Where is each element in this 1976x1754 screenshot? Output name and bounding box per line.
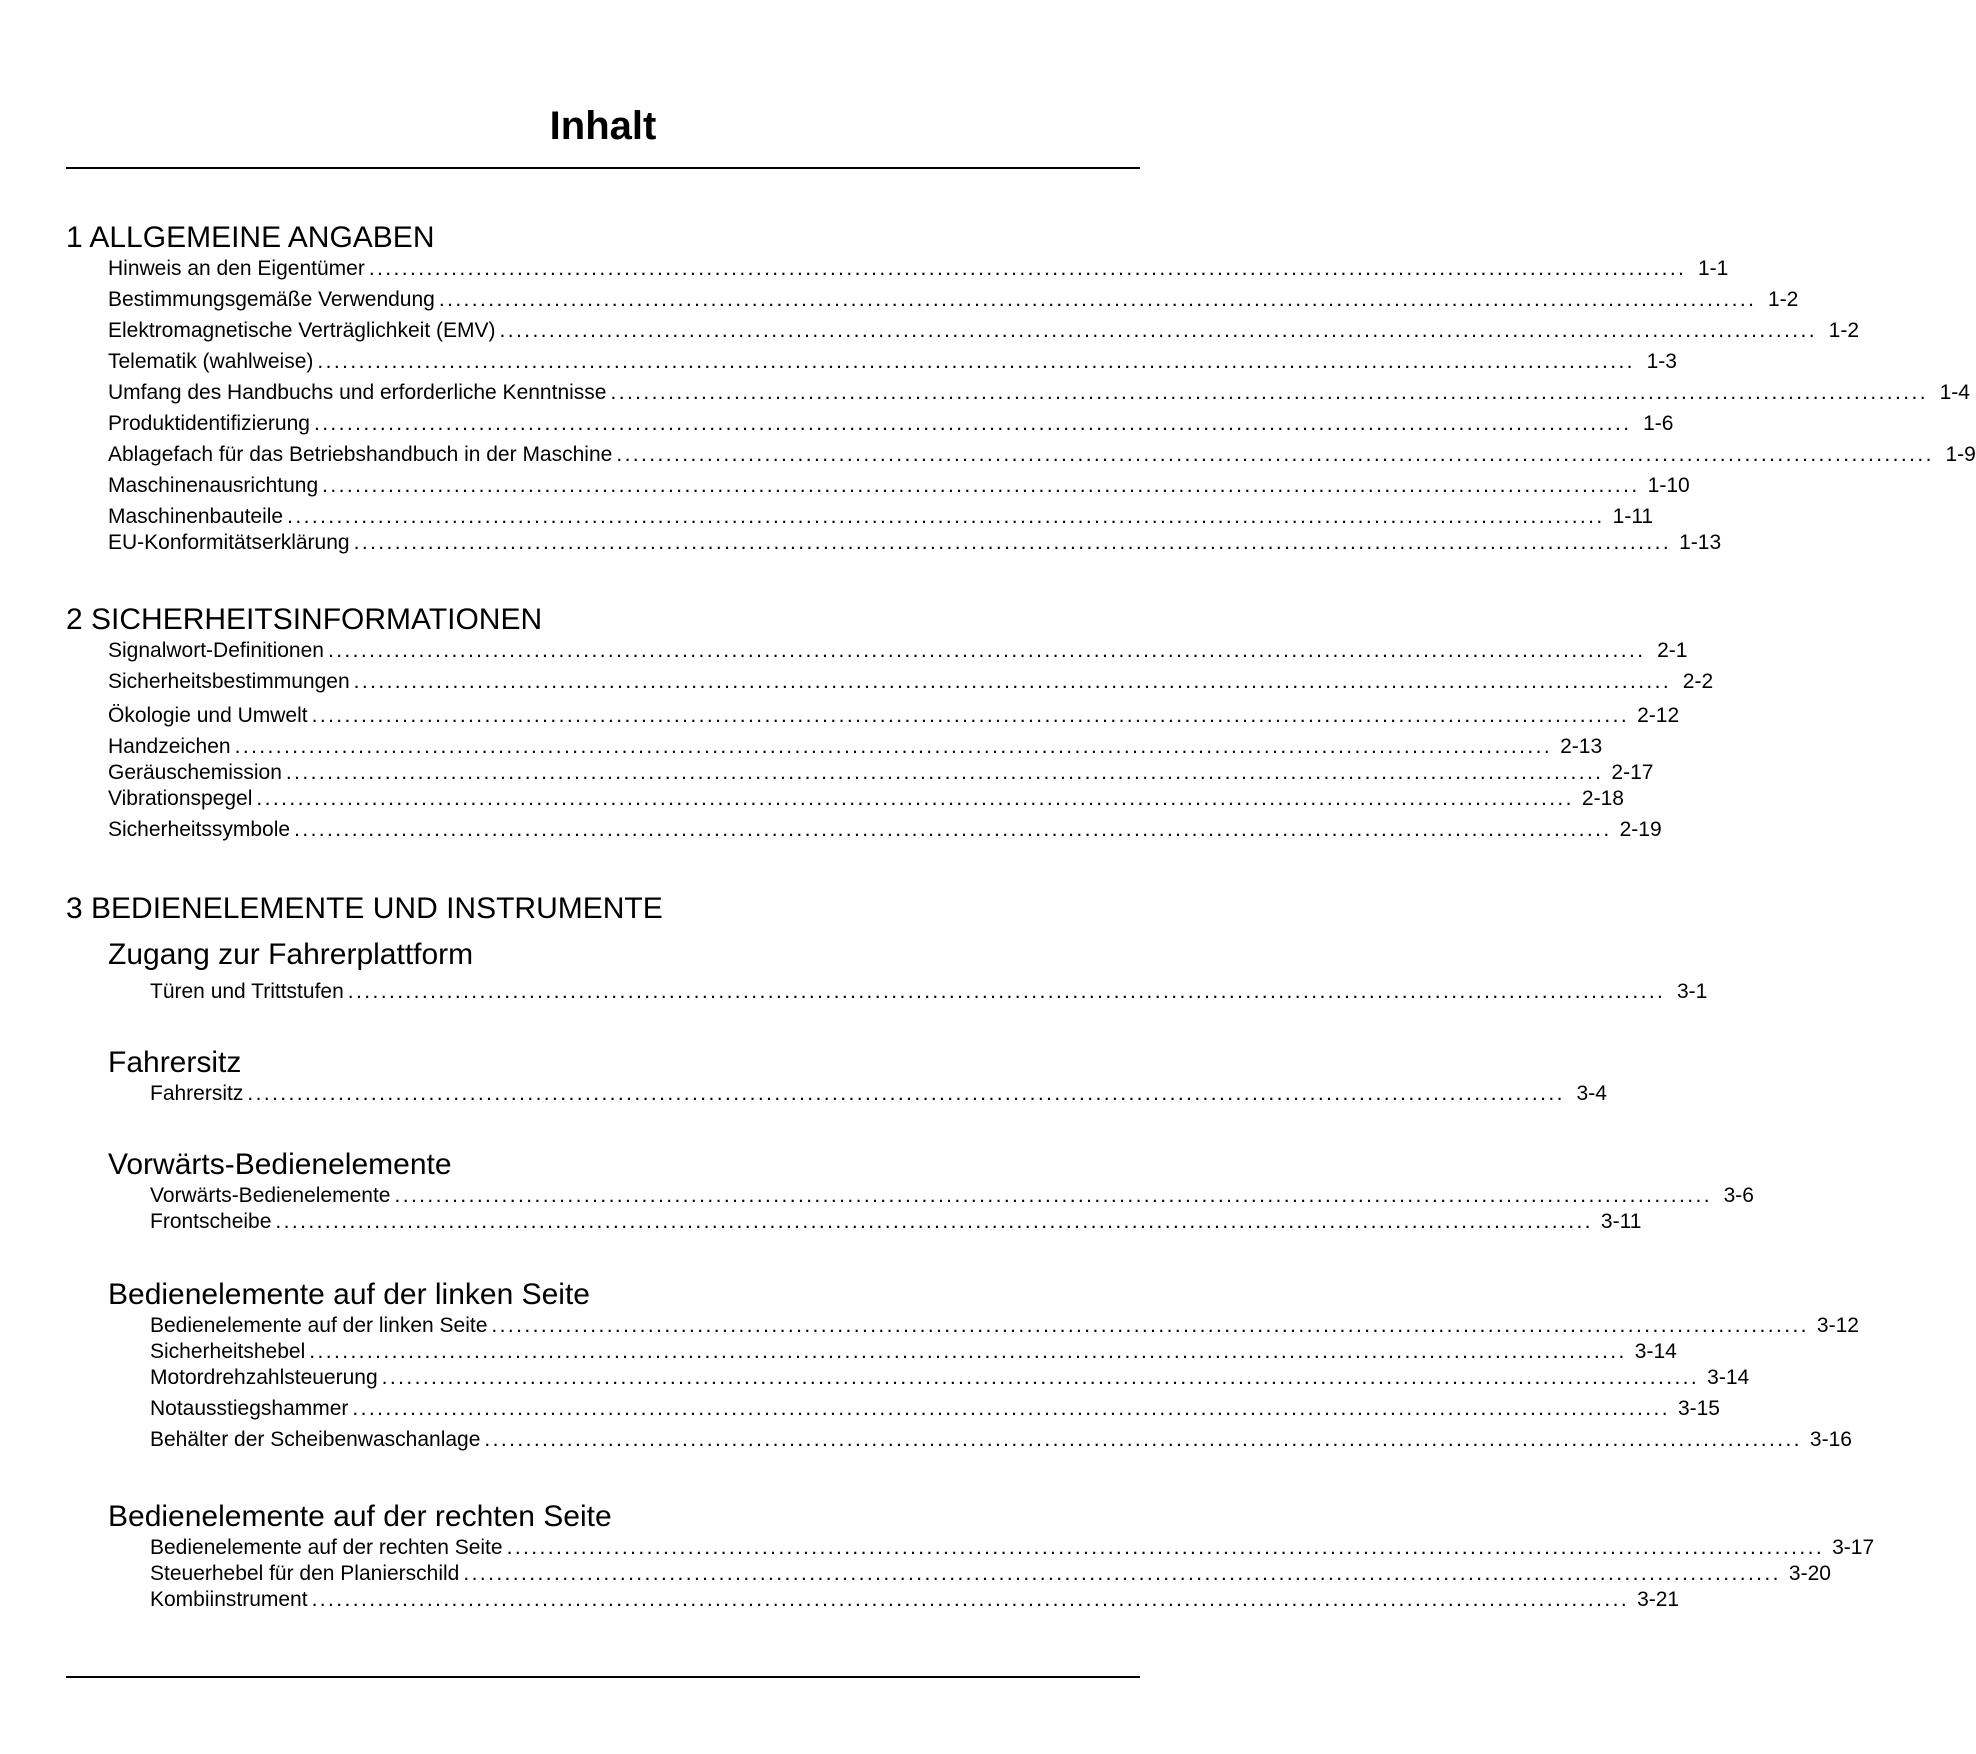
entry-page: 1-11 — [1612, 505, 1654, 528]
toc-entry[interactable] — [108, 734, 1603, 760]
chapter-title-3: 3 BEDIENELEMENTE UND INSTRUMENTE — [66, 892, 663, 925]
toc-entry[interactable] — [150, 979, 1708, 1005]
dot-leader: ................................................................................................................................................................ — [347, 980, 1666, 1003]
entry-label: Fahrersitz — [150, 1082, 244, 1105]
toc-entry[interactable] — [108, 256, 1729, 282]
dot-leader: ................................................................................................................................................................ — [499, 319, 1818, 342]
dot-leader: ................................................................................................................................................................ — [311, 704, 1630, 727]
entry-page: 1-2 — [1828, 319, 1860, 342]
entry-label: Motordrehzahlsteuerung — [150, 1366, 378, 1389]
section-title: Bedienelemente auf der linken Seite — [108, 1278, 590, 1311]
entry-page: 3-4 — [1576, 1082, 1607, 1105]
toc-entry[interactable] — [108, 786, 1624, 812]
entry-page: 2-17 — [1611, 761, 1654, 784]
entry-label: Sicherheitsbestimmungen — [108, 670, 350, 693]
toc-entry[interactable] — [150, 1209, 1642, 1235]
entry-label: Elektromagnetische Verträglichkeit (EMV) — [108, 319, 496, 342]
toc-entry[interactable] — [108, 760, 1654, 786]
entry-label: Ablagefach für das Betriebshandbuch in der Maschine — [108, 443, 613, 466]
entry-label: Maschinenbauteile — [108, 505, 284, 528]
toc-entry[interactable] — [150, 1365, 1750, 1391]
entry-label: Vorwärts-Bedienelemente — [150, 1184, 391, 1207]
entry-label: Hinweis an den Eigentümer — [108, 257, 365, 280]
toc-entry[interactable] — [150, 1587, 1680, 1613]
entry-page: 3-17 — [1832, 1536, 1875, 1559]
entry-page: 1-10 — [1647, 474, 1690, 497]
entry-label: Telematik (wahlweise) — [108, 350, 314, 373]
toc-entry[interactable] — [108, 703, 1680, 729]
toc-entry[interactable] — [150, 1339, 1677, 1365]
entry-page: 3-16 — [1809, 1428, 1852, 1451]
entry-page: 2-13 — [1560, 735, 1603, 758]
entry-page: 2-12 — [1637, 704, 1680, 727]
entry-page: 3-1 — [1676, 980, 1708, 1003]
entry-page: 1-1 — [1697, 257, 1729, 280]
entry-label: Behälter der Scheibenwaschanlage — [150, 1428, 481, 1451]
entry-page: 3-12 — [1816, 1314, 1859, 1337]
toc-entry[interactable] — [150, 1427, 1852, 1453]
entry-page: 3-11 — [1600, 1210, 1642, 1233]
entry-label: Umfang des Handbuchs und erforderliche Kenntnisse — [108, 381, 607, 404]
entry-label: Notausstiegshammer — [150, 1397, 349, 1420]
bottom-divider — [66, 1676, 1140, 1678]
toc-entry[interactable] — [108, 817, 1662, 843]
dot-leader: ................................................................................................................................................................ — [506, 1536, 1825, 1559]
toc-entry[interactable] — [150, 1396, 1720, 1422]
toc-entry[interactable] — [150, 1183, 1754, 1209]
entry-label: Bedienelemente auf der linken Seite — [150, 1314, 488, 1337]
section-title: Bedienelemente auf der rechten Seite — [108, 1500, 612, 1533]
entry-label: Geräuschemission — [108, 761, 282, 784]
entry-label: Produktidentifizierung — [108, 412, 310, 435]
toc-entry[interactable] — [108, 411, 1674, 437]
dot-leader: ................................................................................................................................................................ — [317, 350, 1635, 373]
entry-page: 3-14 — [1707, 1366, 1750, 1389]
dot-leader: ................................................................................................................................................................ — [313, 412, 1632, 435]
entry-label: Türen und Trittstufen — [150, 980, 344, 1003]
entry-page: 3-21 — [1637, 1588, 1680, 1611]
toc-entry[interactable] — [108, 287, 1799, 313]
entry-label: Bestimmungsgemäße Verwendung — [108, 288, 435, 311]
entry-page: 1-2 — [1768, 288, 1799, 311]
dot-leader: ................................................................................................................................................................ — [311, 1588, 1630, 1611]
entry-page: 1-9 — [1945, 443, 1976, 466]
dot-leader: ................................................................................................................................................................ — [275, 1210, 1593, 1233]
entry-page: 2-18 — [1581, 787, 1624, 810]
entry-label: Sicherheitshebel — [150, 1340, 306, 1363]
entry-page: 3-20 — [1788, 1562, 1831, 1585]
section-title: Zugang zur Fahrerplattform — [108, 938, 474, 971]
toc-entry[interactable] — [108, 318, 1860, 344]
entry-label: Signalwort-Definitionen — [108, 639, 324, 662]
entry-page: 3-14 — [1634, 1340, 1677, 1363]
dot-leader: ................................................................................................................................................................ — [381, 1366, 1700, 1389]
dot-leader: ................................................................................................................................................................ — [491, 1314, 1809, 1337]
toc-entry[interactable] — [150, 1561, 1831, 1587]
entry-page: 3-6 — [1723, 1184, 1754, 1207]
chapter-title-1: 1 ALLGEMEINE ANGABEN — [66, 221, 435, 254]
dot-leader: ................................................................................................................................................................ — [368, 257, 1687, 280]
entry-label: Vibrationspegel — [108, 787, 253, 810]
dot-leader: ................................................................................................................................................................ — [353, 670, 1672, 693]
dot-leader: ................................................................................................................................................................ — [294, 818, 1612, 841]
entry-label: EU-Konformitätserklärung — [108, 531, 350, 554]
entry-page: 2-2 — [1682, 670, 1714, 693]
dot-leader: ................................................................................................................................................................ — [256, 787, 1574, 810]
entry-page: 2-19 — [1619, 818, 1662, 841]
entry-page: 1-4 — [1939, 381, 1970, 404]
dot-leader: ................................................................................................................................................................ — [287, 505, 1605, 528]
toc-entry[interactable] — [150, 1081, 1607, 1107]
entry-label: Kombiinstrument — [150, 1588, 308, 1611]
entry-page: 3-15 — [1677, 1397, 1720, 1420]
dot-leader: ................................................................................................................................................................ — [285, 761, 1604, 784]
entry-label: Handzeichen — [108, 735, 231, 758]
entry-label: Sicherheitssymbole — [108, 818, 291, 841]
dot-leader: ................................................................................................................................................................ — [352, 1397, 1670, 1420]
top-divider — [66, 167, 1140, 169]
toc-entry[interactable] — [108, 349, 1677, 375]
dot-leader: ................................................................................................................................................................ — [610, 381, 1928, 404]
toc-entry[interactable] — [108, 380, 1970, 406]
dot-leader: ................................................................................................................................................................ — [394, 1184, 1712, 1207]
entry-page: 2-1 — [1657, 639, 1688, 662]
toc-entry[interactable] — [108, 669, 1714, 695]
dot-leader: ................................................................................................................................................................ — [322, 474, 1640, 497]
dot-leader: ................................................................................................................................................................ — [327, 639, 1646, 662]
entry-label: Steuerhebel für den Planierschild — [150, 1562, 460, 1585]
dot-leader: ................................................................................................................................................................ — [616, 443, 1934, 466]
section-title: Fahrersitz — [108, 1046, 242, 1079]
entry-label: Ökologie und Umwelt — [108, 704, 308, 727]
dot-leader: ................................................................................................................................................................ — [247, 1082, 1565, 1105]
dot-leader: ................................................................................................................................................................ — [353, 531, 1672, 554]
dot-leader: ................................................................................................................................................................ — [234, 735, 1553, 758]
toc-entry[interactable] — [108, 638, 1688, 664]
toc-entry[interactable] — [150, 1313, 1859, 1339]
dot-leader: ................................................................................................................................................................ — [463, 1562, 1781, 1585]
chapter-title-2: 2 SICHERHEITSINFORMATIONEN — [66, 603, 543, 636]
toc-entry[interactable] — [150, 1535, 1875, 1561]
entry-label: Frontscheibe — [150, 1210, 272, 1233]
toc-entry[interactable] — [108, 530, 1722, 556]
toc-entry[interactable] — [108, 442, 1976, 468]
entry-page: 1-6 — [1643, 412, 1674, 435]
dot-leader: ................................................................................................................................................................ — [438, 288, 1757, 311]
dot-leader: ................................................................................................................................................................ — [484, 1428, 1802, 1451]
entry-label: Bedienelemente auf der rechten Seite — [150, 1536, 503, 1559]
dot-leader: ................................................................................................................................................................ — [309, 1340, 1627, 1363]
section-title: Vorwärts-Bedienelemente — [108, 1148, 452, 1181]
entry-page: 1-3 — [1646, 350, 1677, 373]
entry-page: 1-13 — [1679, 531, 1722, 554]
entry-label: Maschinenausrichtung — [108, 474, 319, 497]
toc-entry[interactable] — [108, 504, 1654, 530]
toc-entry[interactable] — [108, 473, 1690, 499]
page-title: Inhalt — [549, 104, 657, 148]
